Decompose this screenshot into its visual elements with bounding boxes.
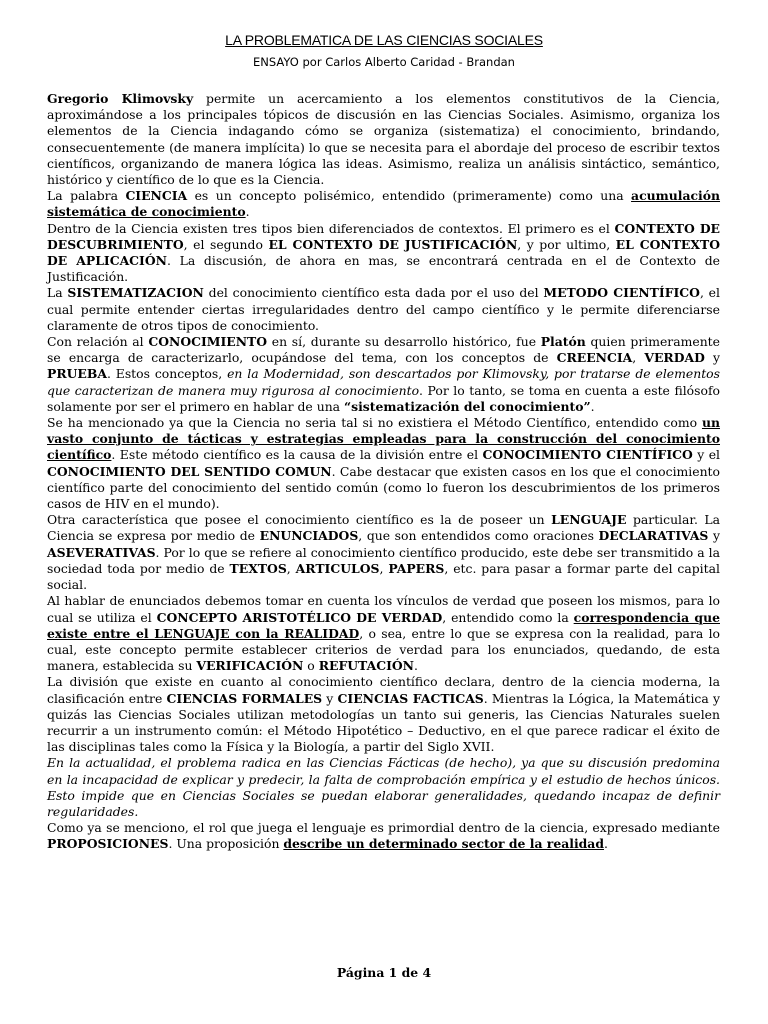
body-text: y bbox=[708, 528, 720, 544]
body-text: . Por lo que se refiere al conocimiento científico producido, este debe ser transmitido a la sociedad toda por medio de bbox=[47, 544, 720, 576]
body-text: , bbox=[632, 350, 645, 366]
emphasis-text: TEXTOS bbox=[229, 560, 287, 576]
body-text: La bbox=[47, 285, 68, 301]
emphasis-text: METODO CIENTÍFICO bbox=[543, 285, 700, 301]
emphasis-text: CREENCIA bbox=[556, 350, 633, 366]
emphasis-text: CONOCIMIENTO CIENTÍFICO bbox=[482, 447, 693, 463]
emphasis-text: VERDAD bbox=[644, 350, 705, 366]
body-text: . Este método científico es la causa de la división entre el bbox=[111, 447, 483, 463]
emphasis-text: ASEVERATIVAS bbox=[47, 544, 156, 560]
body-text: Al hablar de enunciados debemos tomar en cuenta los vínculos de verdad que poseen los mismos, para lo cual se utiliza el bbox=[47, 593, 720, 625]
paragraph bbox=[47, 755, 720, 820]
emphasis-text: CONTEXTO DE DESCUBRIMIENTO bbox=[47, 220, 721, 252]
emphasis-text: DECLARATIVAS bbox=[598, 528, 709, 544]
body-text: permite un acercamiento a los elementos constitutivos de la Ciencia, aproximándose a los principales tópicos de discusión en las Ciencias Sociales. Asimismo, organiza los elementos de la Ciencia indagando cómo se organiza (sistematiza) el conocimiento, brindando, consecuentemente (de manera implícita) lo que se necesita para el abordaje del proceso de escribir textos científicos, organizando de manera lógica las ideas. Asimismo, realiza un análisis sintáctico, semántico, histórico y científico de lo que es la Ciencia. bbox=[47, 91, 720, 188]
document-title: LA PROBLEMATICA DE LAS CIENCIAS SOCIALES bbox=[225, 32, 543, 48]
document-body bbox=[47, 91, 720, 853]
paragraph bbox=[47, 674, 720, 755]
emphasis-text: Platón bbox=[540, 334, 586, 350]
emphasis-text: acumulación sistemática de conocimiento bbox=[47, 188, 721, 220]
body-text: y el bbox=[692, 447, 721, 463]
emphasis-text: EL CONTEXTO DE APLICACIÓN bbox=[47, 236, 721, 269]
body-text: , bbox=[286, 560, 296, 576]
body-text: , el segundo bbox=[183, 236, 269, 252]
body-text: particular. La Ciencia se expresa por medio de bbox=[47, 512, 720, 544]
body-text: Otra característica que posee el conocimiento científico es la de poseer un bbox=[47, 512, 552, 528]
paragraph bbox=[47, 820, 720, 852]
paragraph bbox=[47, 188, 720, 220]
paragraph bbox=[47, 593, 720, 674]
body-text: , y por ultimo, bbox=[517, 236, 616, 252]
body-text: , bbox=[379, 560, 389, 576]
emphasis-text: CIENCIA bbox=[125, 188, 188, 204]
body-text: , que son entendidos como oraciones bbox=[358, 528, 599, 544]
emphasis-text: PROPOSICIONES bbox=[47, 836, 169, 852]
emphasis-text: PRUEBA bbox=[47, 366, 107, 382]
body-text: y bbox=[704, 350, 720, 366]
emphasis-text: Gregorio Klimovsky bbox=[47, 91, 194, 106]
body-text: La palabra bbox=[47, 188, 126, 204]
emphasis-text: correspondencia que existe entre el LENGUAJE con la REALIDAD bbox=[47, 609, 720, 641]
emphasis-text: un vasto conjunto de tácticas y estrategias empleadas para la construcción del conocimiento científico bbox=[47, 415, 720, 463]
emphasis-text: “sistematización del conocimiento” bbox=[344, 398, 591, 414]
body-text: quien primeramente se encarga de caracterizarlo, ocupándose del tema, con los conceptos de bbox=[47, 334, 720, 366]
emphasis-text: REFUTACIÓN bbox=[318, 658, 414, 674]
emphasis-text: CIENCIAS FORMALES bbox=[166, 690, 323, 706]
body-text: . La discusión, de ahora en mas, se encontrará centrada en el de Contexto de Justificación. bbox=[47, 253, 721, 285]
emphasis-text: CONCEPTO ARISTOTÉLICO DE VERDAD bbox=[156, 609, 443, 625]
body-text: es un concepto polisémico, entendido (primeramente) como una bbox=[187, 188, 632, 204]
body-text: . Cabe destacar que existen casos en los que el conocimiento científico parte del conocimiento del sentido común (como lo fueron los descubrimientos de los primeros casos de HIV en el mundo). bbox=[47, 463, 720, 512]
body-text: , etc. para pasar a formar parte del capital social. bbox=[47, 560, 720, 593]
paragraph bbox=[47, 415, 720, 512]
body-text: . Por lo tanto, se toma en cuenta a este filósofo solamente por ser el primero en hablar de una bbox=[47, 382, 720, 414]
paragraph bbox=[47, 512, 720, 593]
document-subtitle: ENSAYO por Carlos Alberto Caridad - Brandan bbox=[253, 55, 515, 69]
body-text: Se ha mencionado ya que la Ciencia no seria tal si no existiera el Método Científico, entendido como bbox=[47, 415, 702, 431]
paragraph bbox=[47, 285, 720, 334]
body-text: . bbox=[245, 204, 250, 220]
body-text: La división que existe en cuanto al conocimiento científico declara, dentro de la ciencia moderna, la clasificación entre bbox=[47, 674, 720, 706]
body-text: del conocimiento científico esta dada por el uso del bbox=[203, 285, 544, 301]
emphasis-text: CONOCIMIENTO DEL SENTIDO COMUN bbox=[47, 463, 332, 479]
paragraph bbox=[47, 91, 720, 188]
emphasis-text: CIENCIAS FACTICAS bbox=[337, 690, 484, 706]
body-text: , entendido como la bbox=[442, 609, 574, 625]
emphasis-text: En la actualidad, el problema radica en las Ciencias Fácticas (de hecho), ya que su discusión predomina en la incapacidad de explicar y predecir, la falta de comprobación empírica y el estudio de hechos únicos. Esto impide que en Ciencias Sociales se puedan elaborar generalidades, quedando incapaz de definir regularidades. bbox=[47, 755, 720, 819]
body-text: . bbox=[590, 398, 595, 414]
body-text: Dentro de la Ciencia existen tres tipos bien diferenciados de contextos. El primero es el bbox=[47, 220, 615, 236]
body-text: . Estos conceptos, bbox=[106, 366, 228, 382]
body-text: . Mientras la Lógica, la Matemática y quizás las Ciencias Sociales utilizan metodologías un tanto sui generis, las Ciencias Naturales suelen recurrir a un instrumento común: el Método Hipotético – Deductivo, en el que parece radicar el éxito de las disciplinas tales como la Física y la Biología, a partir del Siglo XVII. bbox=[47, 690, 720, 755]
emphasis-text: en la Modernidad, son descartados por Klimovsky, por tratarse de elementos que caracterizan de manera muy rigurosa al conocimiento bbox=[47, 366, 720, 398]
body-text: , o sea, entre lo que se expresa con la realidad, para lo cual, este concepto permite establecer criterios de verdad para los enunciados, quedando, de esta manera, establecida su bbox=[47, 625, 720, 674]
emphasis-text: ARTICULOS bbox=[295, 560, 380, 576]
emphasis-text: CONOCIMIENTO bbox=[148, 334, 268, 350]
emphasis-text: VERIFICACIÓN bbox=[196, 658, 304, 674]
body-text: . bbox=[413, 658, 418, 674]
emphasis-text: SISTEMATIZACION bbox=[67, 285, 204, 301]
page-number: Página 1 de 4 bbox=[336, 965, 432, 980]
emphasis-text: PAPERS bbox=[388, 560, 445, 576]
paragraph bbox=[47, 221, 720, 286]
paragraph bbox=[47, 334, 720, 415]
body-text: Con relación al bbox=[47, 334, 149, 350]
body-text: . Una proposición bbox=[168, 836, 284, 852]
body-text: y bbox=[322, 690, 338, 706]
emphasis-text: EL CONTEXTO DE JUSTIFICACIÓN bbox=[268, 236, 518, 252]
body-text: , el cual permite entender ciertas irregularidades dentro del campo científico y le permite diferenciarse claramente de otros tipos de conocimiento. bbox=[47, 285, 720, 333]
body-text: Como ya se menciono, el rol que juega el lenguaje es primordial dentro de la ciencia, expresado mediante bbox=[47, 820, 720, 836]
emphasis-text: describe un determinado sector de la realidad bbox=[283, 836, 605, 852]
emphasis-text: ENUNCIADOS bbox=[259, 528, 359, 544]
body-text: o bbox=[303, 658, 319, 674]
body-text: en sí, durante su desarrollo histórico, fue bbox=[267, 334, 541, 350]
emphasis-text: LENGUAJE bbox=[551, 512, 627, 528]
body-text: . bbox=[604, 836, 608, 852]
